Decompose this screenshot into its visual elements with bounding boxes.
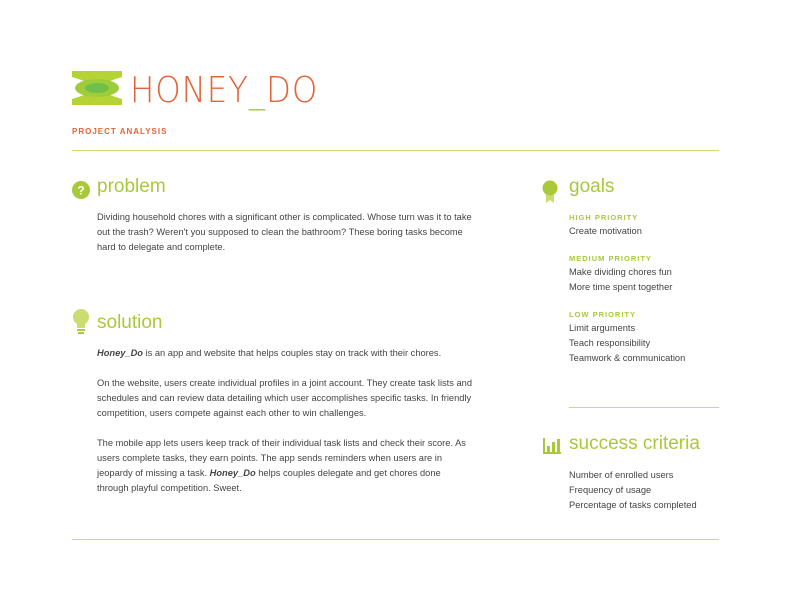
goal-group bbox=[569, 254, 685, 295]
problem-text: Dividing household chores with a significant other is complicated. Whose turn was it to take out the trash? Weren't you supposed to clean the bathroom? These boring tasks become hard to delegate and complete. bbox=[97, 212, 472, 252]
problem-heading: problem bbox=[97, 176, 166, 197]
svg-text:?: ? bbox=[77, 183, 85, 198]
top-divider bbox=[72, 150, 719, 151]
text: The mobile app lets users keep track of their individual task lists and check their score. As users complete tasks, they earn points. The app sends reminders when users are in jeopardy of missing a task. bbox=[97, 438, 466, 478]
goal-item: Create motivation bbox=[569, 226, 642, 236]
logo-wordmark bbox=[130, 70, 318, 111]
text: helps couples delegate and get chores done through playful competition. Sweet. bbox=[97, 468, 441, 493]
brand-name: Honey_Do bbox=[97, 348, 143, 358]
goal-item: Teach responsibility bbox=[569, 338, 651, 348]
goal-group bbox=[569, 310, 685, 366]
lightbulb-icon bbox=[72, 308, 90, 336]
bar-chart-icon bbox=[543, 438, 561, 454]
success-criteria-heading: success criteria bbox=[569, 433, 700, 454]
logo-part2: DO bbox=[265, 70, 319, 111]
solution-paragraph-3 bbox=[97, 436, 472, 496]
solution-heading: solution bbox=[97, 312, 163, 333]
goal-group bbox=[569, 213, 685, 239]
priority-label: HIGH PRIORITY bbox=[569, 213, 639, 222]
logo-underscore: _ bbox=[248, 70, 266, 111]
goals-heading: goals bbox=[569, 176, 615, 197]
text: is an app and website that helps couples stay on track with their chores. bbox=[142, 348, 442, 358]
logo-part1: HONEY bbox=[130, 70, 249, 111]
criteria-item: Percentage of tasks completed bbox=[569, 500, 697, 510]
criteria-item: Number of enrolled users bbox=[569, 470, 674, 480]
goals-divider bbox=[569, 407, 719, 408]
goal-item: More time spent together bbox=[569, 282, 673, 292]
priority-label: LOW PRIORITY bbox=[569, 310, 636, 319]
brand-name: Honey_Do bbox=[209, 468, 256, 478]
success-criteria-list bbox=[569, 468, 697, 513]
honey-do-logo-icon bbox=[72, 71, 122, 105]
goal-item: Make dividing chores fun bbox=[569, 267, 672, 277]
page-subtitle: PROJECT ANALYSIS bbox=[72, 127, 168, 136]
question-icon bbox=[72, 181, 90, 199]
priority-label: MEDIUM PRIORITY bbox=[569, 254, 652, 263]
award-ribbon-icon bbox=[542, 180, 558, 204]
solution-paragraph-2: On the website, users create individual profiles in a joint account. They create task lists and schedules and can review data detailing which user accomplishes specific tasks. In friendly competition, users compete against each other to win challenges. bbox=[97, 378, 472, 418]
solution-paragraph-1 bbox=[97, 346, 477, 361]
goal-item: Limit arguments bbox=[569, 323, 636, 333]
goals-list bbox=[569, 213, 685, 366]
bottom-divider bbox=[72, 539, 719, 540]
criteria-item: Frequency of usage bbox=[569, 485, 652, 495]
goal-item: Teamwork & communication bbox=[569, 353, 686, 363]
